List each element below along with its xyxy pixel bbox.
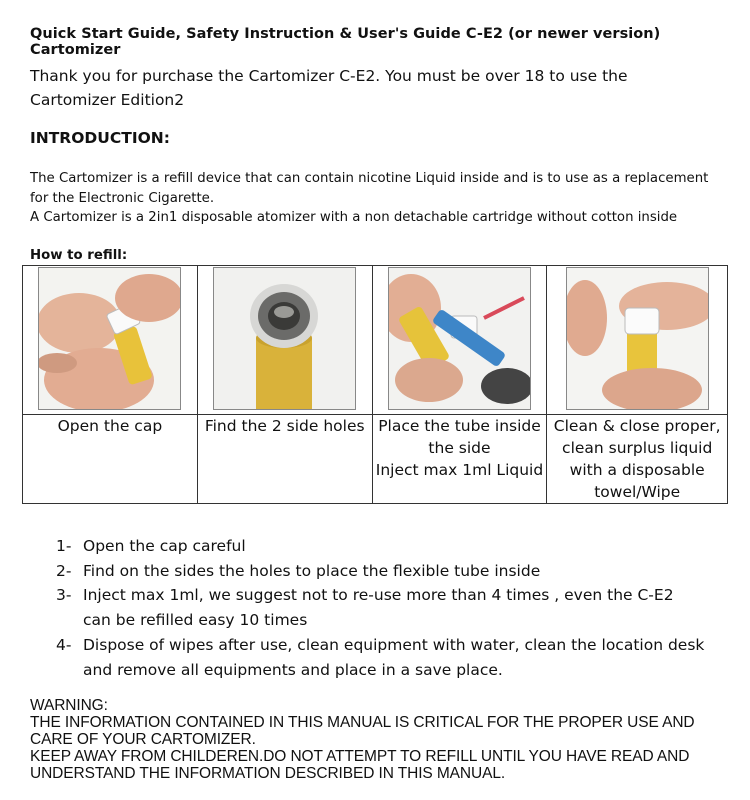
refill-steps-table <box>22 265 728 504</box>
introduction-heading: INTRODUCTION: <box>30 129 170 147</box>
refill-caption-2 <box>197 415 372 504</box>
caption-line: Inject max 1ml Liquid <box>375 461 544 479</box>
how-to-refill-heading: How to refill: <box>30 248 128 263</box>
introduction-line-1: The Cartomizer is a refill device that can contain nicotine Liquid inside and is to use as a replacement for the Electronic Cigarette. <box>30 171 709 206</box>
introduction-line-2: A Cartomizer is a 2in1 disposable atomizer with a non detachable cartridge without cotton inside <box>30 210 678 225</box>
list-item <box>56 633 706 682</box>
list-text: Find on the sides the holes to place the flexible tube inside <box>83 561 541 580</box>
list-number: 3- <box>56 586 72 605</box>
tube-inject-photo <box>388 267 531 410</box>
open-cap-photo <box>38 267 181 410</box>
caption-line: with a disposable <box>569 461 705 479</box>
introduction-text <box>30 169 730 228</box>
caption-line: Open the cap <box>57 417 163 435</box>
warning-heading: WARNING: <box>30 697 108 714</box>
list-number: 1- <box>56 537 72 555</box>
list-text: Inject max 1ml, we suggest not to re-use more than 4 times , even the C-E2 can be refilled easy 10 times <box>83 586 674 630</box>
caption-line: Find the 2 side holes <box>204 417 365 435</box>
refill-photo-cell-2 <box>197 266 372 415</box>
document-title: Quick Start Guide, Safety Instruction & User's Guide C-E2 (or newer version) Cartomizer <box>30 26 661 58</box>
list-text: Open the cap careful <box>83 537 246 555</box>
caption-line: Place the tube inside <box>378 417 541 435</box>
list-number: 4- <box>56 635 72 654</box>
warning-block <box>30 697 740 782</box>
refill-caption-4 <box>547 415 728 504</box>
warning-line-2: KEEP AWAY FROM CHILDEREN.DO NOT ATTEMPT TO REFILL UNTIL YOU HAVE READ AND UNDERSTAND THE INFORMATION DESCRIBED IN THIS MANUAL. <box>30 748 690 782</box>
refill-photo-cell-3 <box>372 266 547 415</box>
list-item <box>56 534 706 559</box>
list-item <box>56 559 706 584</box>
instruction-list <box>56 534 706 682</box>
thank-you-text: Thank you for purchase the Cartomizer C-E2. You must be over 18 to use the Cartomizer Edition2 <box>30 67 628 109</box>
refill-photo-cell-1 <box>23 266 198 415</box>
list-item <box>56 583 706 632</box>
refill-caption-3 <box>372 415 547 504</box>
list-text: Dispose of wipes after use, clean equipment with water, clean the location desk and remove all equipments and place in a save place. <box>83 635 705 679</box>
side-holes-photo <box>213 267 356 410</box>
caption-line: the side <box>428 439 491 457</box>
list-number: 2- <box>56 561 72 580</box>
refill-photo-cell-4 <box>547 266 728 415</box>
clean-close-photo <box>566 267 709 410</box>
caption-line: towel/Wipe <box>594 483 681 501</box>
caption-line: clean surplus liquid <box>562 439 713 457</box>
warning-line-1: THE INFORMATION CONTAINED IN THIS MANUAL IS CRITICAL FOR THE PROPER USE AND CARE OF YOUR CARTOMIZER. <box>30 714 695 748</box>
refill-caption-1 <box>23 415 198 504</box>
caption-line: Clean & close proper, <box>553 417 721 435</box>
